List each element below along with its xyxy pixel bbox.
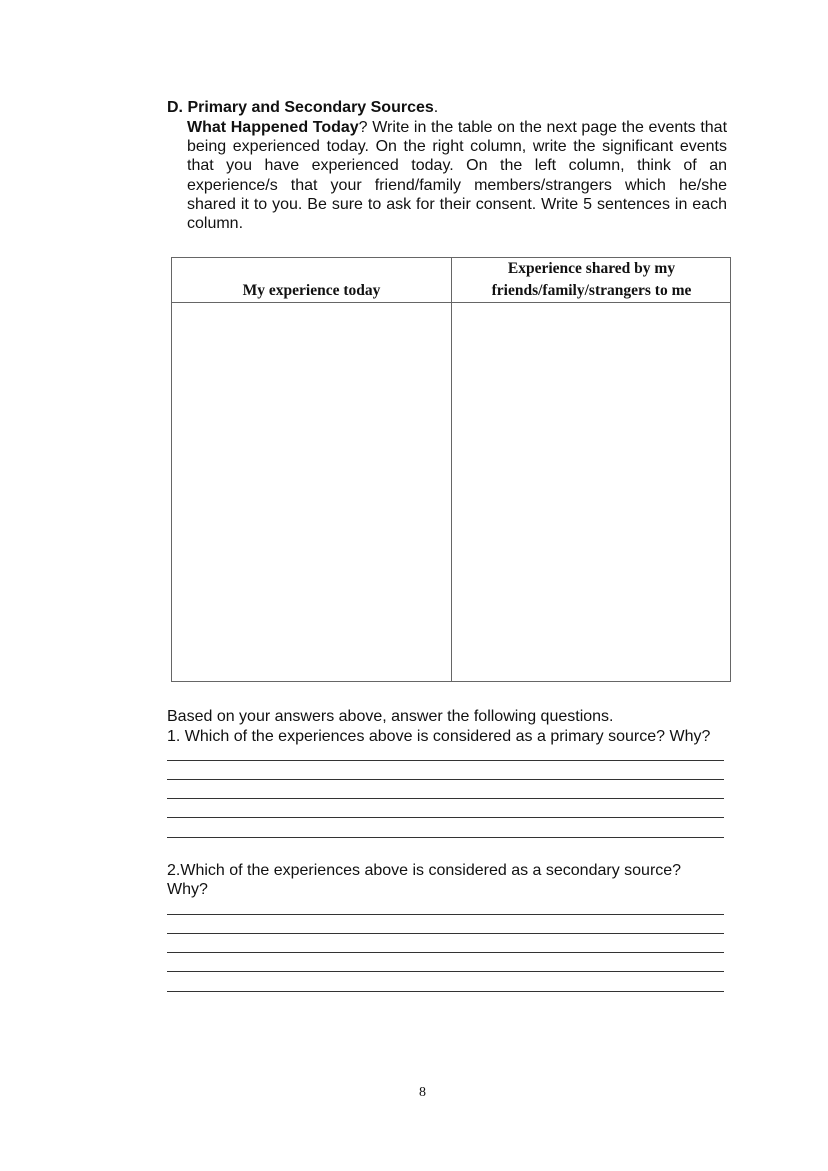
table-header-shared-experience: Experience shared by my friends/family/strangers to me [491, 260, 692, 299]
section-heading [167, 99, 438, 117]
table-header-my-experience: My experience today [242, 282, 381, 299]
experience-table [171, 257, 731, 682]
question-1: 1. Which of the experiences above is considered as a primary source? Why? [167, 728, 711, 745]
my-experience-cell[interactable] [172, 303, 451, 681]
answer-line-q2[interactable] [167, 991, 724, 992]
answer-line-q1[interactable] [167, 760, 724, 761]
heading-text: D. Primary and Secondary Sources [167, 99, 434, 116]
answer-line-q2[interactable] [167, 971, 724, 972]
answer-line-q1[interactable] [167, 817, 724, 818]
instructions-text: ? Write in the table on the next page the events that being experienced today. On the right column, write the significant events that you have experienced today. On the left column, think of an experience/s that your friend/family members/strangers which he/she shared it to you. Be sure to ask for their consent. Write 5 sentences in each column. [187, 119, 728, 233]
question-2: 2.Which of the experiences above is considered as a secondary source? [167, 862, 682, 879]
heading-punct: . [433, 99, 439, 116]
answer-line-q2[interactable] [167, 914, 724, 915]
answer-line-q2[interactable] [167, 952, 724, 953]
answer-line-q2[interactable] [167, 933, 724, 934]
questions-intro: Based on your answers above, answer the following questions. [167, 708, 614, 725]
question-2-why: Why? [167, 881, 208, 898]
answer-line-q1[interactable] [167, 779, 724, 780]
instructions-paragraph [187, 118, 727, 233]
answer-line-q1[interactable] [167, 798, 724, 799]
instructions-title: What Happened Today [187, 119, 359, 136]
shared-experience-cell[interactable] [452, 303, 730, 681]
page-number: 8 [419, 1085, 426, 1100]
answer-line-q1[interactable] [167, 837, 724, 838]
